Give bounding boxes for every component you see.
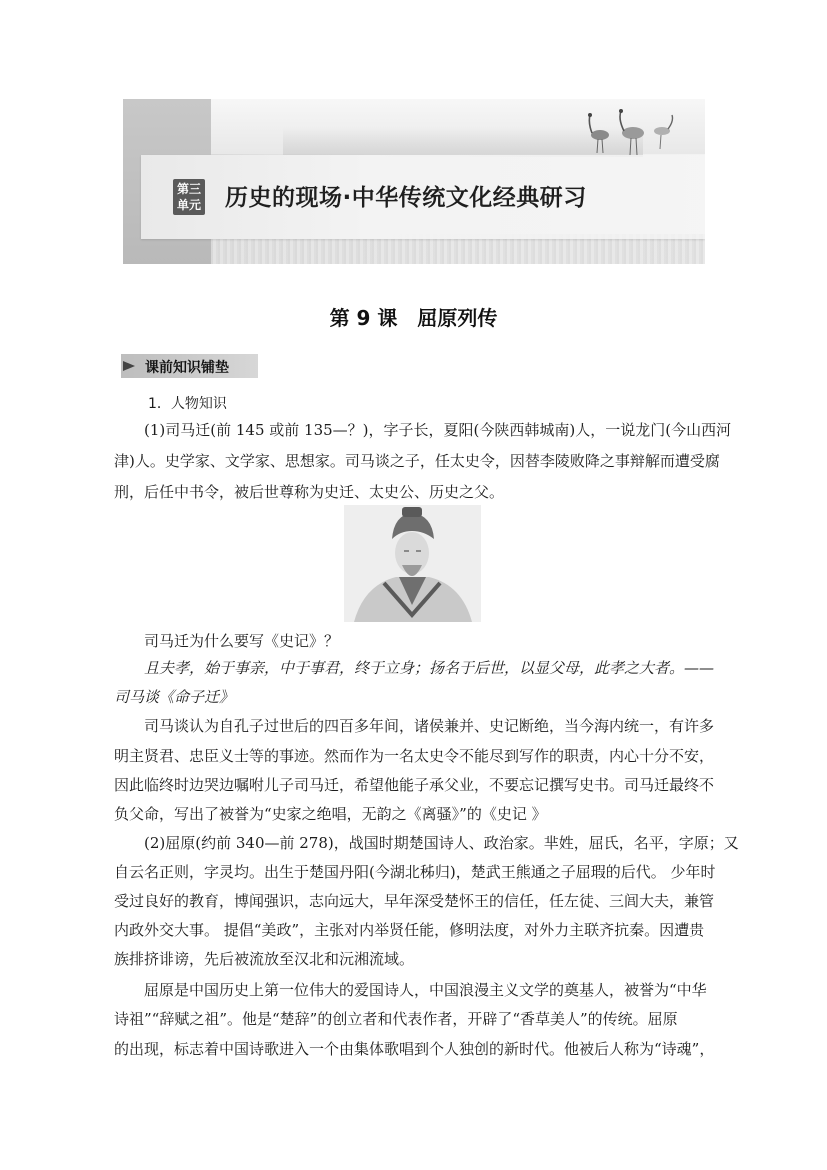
paragraph-line: 诗祖”“辞赋之祖”。他是“楚辞”的创立者和代表作者，开辟了“香草美人”的传统。屈原 [114, 1010, 678, 1028]
paragraph-line: 屈原是中国历史上第一位伟大的爱国诗人，中国浪漫主义文学的奠基人，被誉为“中华 [144, 981, 707, 999]
arrow-icon [123, 361, 135, 371]
paragraph-line: 明主贤君、忠臣义士等的事迹。然而作为一名太史令不能尽到写作的职责，内心十分不安， [114, 747, 715, 765]
paragraph-line: 因此临终时边哭边嘱咐儿子司马迁，希望他能子承父业，不要忘记撰写史书。司马迁最终不 [114, 776, 715, 794]
paragraph-line: 自云名正则，字灵均。出生于楚国丹阳(今湖北秭归)，楚武王熊通之子屈瑕的后代。 少年时 [114, 863, 716, 881]
paragraph-line: 刑，后任中书令，被后世尊称为史迁、太史公、历史之父。 [114, 483, 505, 501]
quote-line: 且夫孝，始于事亲，中于事君，终于立身；扬名于后世，以显父母，此孝之大者。—— [144, 659, 715, 677]
quote-source: 司马谈《命子迁》 [114, 688, 235, 706]
paragraph-line: 的出现，标志着中国诗歌进入一个由集体歌唱到个人独创的新时代。他被后人称为“诗魂”， [114, 1040, 715, 1058]
paragraph-line: (2)屈原(约前 340—前 278)，战国时期楚国诗人、政治家。芈姓，屈氏，名平，字原；又 [144, 834, 739, 852]
paragraph-line: 负父命，写出了被誉为“史家之绝唱，无韵之《离骚》”的《史记 》 [114, 805, 547, 823]
sima-qian-portrait-icon [344, 505, 481, 622]
paragraph-line: 内政外交大事。 提倡“美政”，主张对内举贤任能，修明法度，对外力主联齐抗秦。因遭贵 [114, 921, 705, 939]
question-line: 司马迁为什么要写《史记》？ [144, 632, 340, 650]
lesson-title: 第 9 课 屈原列传 [329, 306, 498, 330]
unit-badge [173, 179, 205, 215]
paragraph-line: 族排挤诽谤，先后被流放至汉北和沅湘流域。 [114, 950, 415, 968]
unit-badge-line2: 单元 [176, 198, 201, 212]
heading-person-knowledge: 1．人物知识 [148, 396, 227, 412]
section-tag [121, 354, 258, 378]
section-tag-label: 课前知识铺垫 [145, 360, 229, 376]
unit-title: 历史的现场·中华传统文化经典研习 [225, 185, 587, 211]
paragraph-line: 受过良好的教育，博闻强识，志向远大，早年深受楚怀王的信任，任左徒、三闾大夫，兼管 [114, 892, 715, 910]
unit-banner [123, 99, 705, 264]
paragraph-line: 津)人。史学家、文学家、思想家。司马谈之子，任太史令，因替李陵败降之事辩解而遭受腐 [114, 452, 720, 470]
unit-title-bar [141, 155, 705, 239]
paragraph-line: (1)司马迁(前 145 或前 135—？)，字子长，夏阳(今陕西韩城南)人，一说龙门(今山西河 [144, 421, 732, 439]
unit-badge-line1: 第三 [176, 182, 201, 196]
paragraph-line: 司马谈认为自孔子过世后的四百多年间，诸侯兼并、史记断绝，当今海内统一，有许多 [144, 717, 715, 735]
